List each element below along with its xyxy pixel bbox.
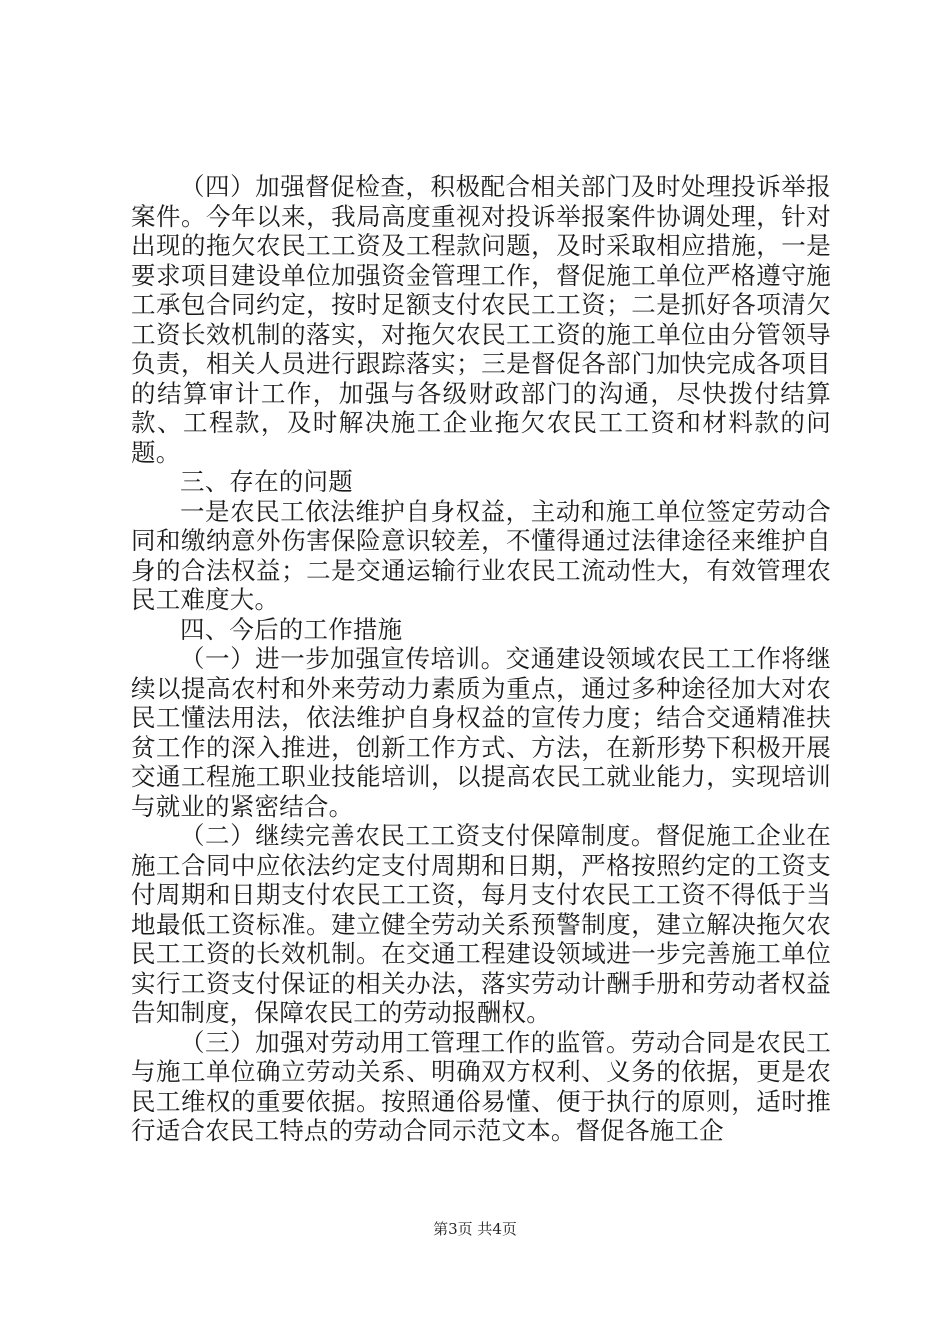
paragraph-problems: 一是农民工依法维护自身权益，主动和施工单位签定劳动合同和缴纳意外伤害保险意识较差，不懂得通过法律途径来维护自身的合法权益；二是交通运输行业农民工流动性大，有效管理农民工难度大。 <box>131 496 831 614</box>
document-body <box>131 172 831 1146</box>
heading-future-measures: 四、今后的工作措施 <box>180 614 403 644</box>
page-number-footer: 第3页 共4页 <box>433 1220 517 1238</box>
paragraph-labor-supervision: （三）加强对劳动用工管理工作的监管。劳动合同是农民工与施工单位确立劳动关系、明确双方权利、义务的依据，更是农民工维权的重要依据。按照通俗易懂、便于执行的原则，适时推行适合农民工特点的劳动合同示范文本。督促各施工企 <box>131 1027 831 1145</box>
paragraph-inspection: （四）加强督促检查，积极配合相关部门及时处理投诉举报案件。今年以来，我局高度重视对投诉举报案件协调处理，针对出现的拖欠农民工工资及工程款问题，及时采取相应措施，一是要求项目建设单位加强资金管理工作，督促施工单位严格遵守施工承包合同约定，按时足额支付农民工工资；二是抓好各项清欠工资长效机制的落实，对拖欠农民工工资的施工单位由分管领导负责，相关人员进行跟踪落实；三是督促各部门加快完成各项目的结算审计工作，加强与各级财政部门的沟通，尽快拨付结算款、工程款，及时解决施工企业拖欠农民工工资和材料款的问题。 <box>131 172 831 467</box>
paragraph-training: （一）进一步加强宣传培训。交通建设领域农民工工作将继续以提高农村和外来劳动力素质为重点，通过多种途径加大对农民工懂法用法，依法维护自身权益的宣传力度；结合交通精准扶贫工作的深入推进，创新工作方式、方法，在新形势下积极开展交通工程施工职业技能培训，以提高农民工就业能力，实现培训与就业的紧密结合。 <box>131 644 831 821</box>
heading-existing-problems: 三、存在的问题 <box>180 467 353 496</box>
paragraph-wage-system: （二）继续完善农民工工资支付保障制度。督促施工企业在施工合同中应依法约定支付周期和日期，严格按照约定的工资支付周期和日期支付农民工工资，每月支付农民工工资不得低于当地最低工资标准。建立健全劳动关系预警制度，建立解决拖欠农民工工资的长效机制。在交通工程建设领域进一步完善施工单位实行工资支付保证的相关办法，落实劳动计酬手册和劳动者权益告知制度，保障农民工的劳动报酬权。 <box>131 821 831 1027</box>
